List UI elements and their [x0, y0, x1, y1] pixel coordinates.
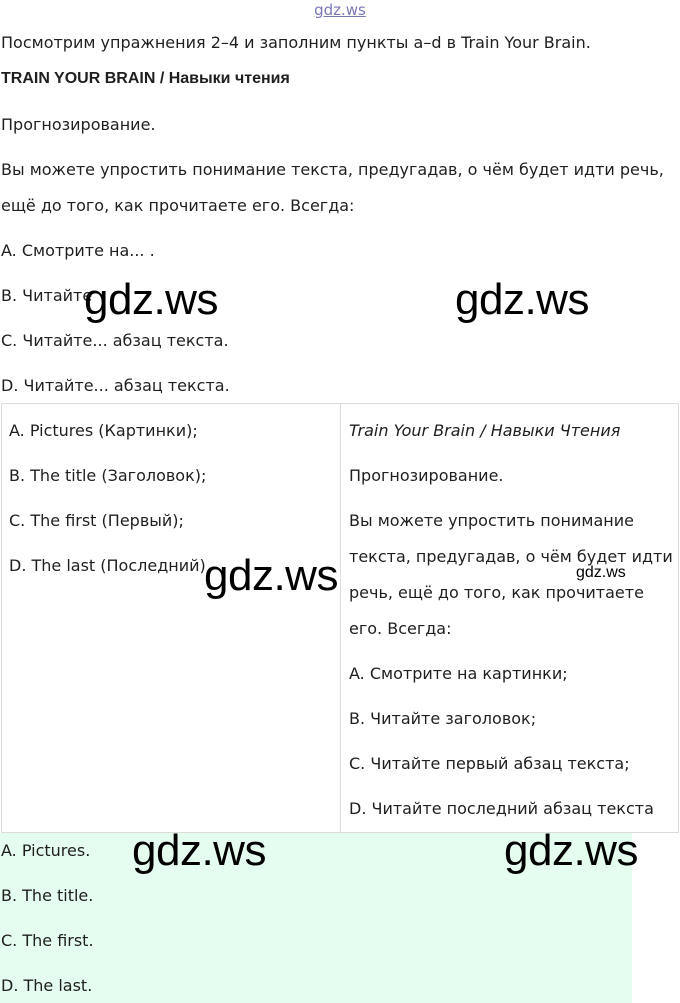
list-item: D. Читайте... абзац текста.: [1, 376, 230, 395]
table-divider: [340, 404, 341, 832]
watermark: gdz.ws: [455, 275, 589, 324]
table-right-item: D. Читайте последний абзац текста: [349, 799, 654, 818]
table-cell-left: A. Pictures (Картинки);: [9, 421, 198, 440]
intro-line: Посмотрим упражнения 2–4 и заполним пункты a–d в Train Your Brain.: [1, 33, 591, 52]
answer-table: [1, 403, 679, 833]
table-right-paragraph: Вы можете упростить понимание: [349, 511, 634, 530]
table-right-paragraph: его. Всегда:: [349, 619, 452, 638]
table-right-paragraph: текста, предугадав, о чём будет идти: [349, 547, 673, 566]
section-heading: TRAIN YOUR BRAIN / Навыки чтения: [1, 70, 290, 87]
paragraph-line: ещё до того, как прочитаете его. Всегда:: [1, 196, 355, 215]
table-cell-left: D. The last (Последний): [9, 556, 206, 575]
paragraph-line: Вы можете упростить понимание текста, предугадав, о чём будет идти речь,: [1, 160, 664, 179]
table-right-paragraph: речь, ещё до того, как прочитаете: [349, 583, 644, 602]
answer-item: C. The first.: [1, 931, 94, 950]
answer-item: B. The title.: [1, 886, 94, 905]
list-item: B. Читайте: [1, 286, 93, 305]
watermark-small: gdz.ws: [576, 564, 626, 581]
answer-item: A. Pictures.: [1, 841, 91, 860]
list-item: A. Смотрите на... .: [1, 241, 155, 260]
watermark: gdz.ws: [84, 275, 218, 324]
watermark-top: gdz.ws: [314, 1, 366, 19]
table-right-item: C. Читайте первый абзац текста;: [349, 754, 630, 773]
table-cell-left: C. The first (Первый);: [9, 511, 184, 530]
table-right-subtitle: Прогнозирование.: [349, 466, 504, 485]
section-subheading: Прогнозирование.: [1, 115, 156, 134]
table-right-item: A. Смотрите на картинки;: [349, 664, 568, 683]
list-item: C. Читайте... абзац текста.: [1, 331, 229, 350]
watermark: gdz.ws: [204, 551, 338, 600]
answer-item: D. The last.: [1, 976, 93, 995]
table-right-title: Train Your Brain / Навыки Чтения: [349, 421, 621, 440]
table-cell-left: B. The title (Заголовок);: [9, 466, 207, 485]
watermark: gdz.ws: [504, 826, 638, 875]
table-right-item: B. Читайте заголовок;: [349, 709, 537, 728]
watermark: gdz.ws: [132, 826, 266, 875]
